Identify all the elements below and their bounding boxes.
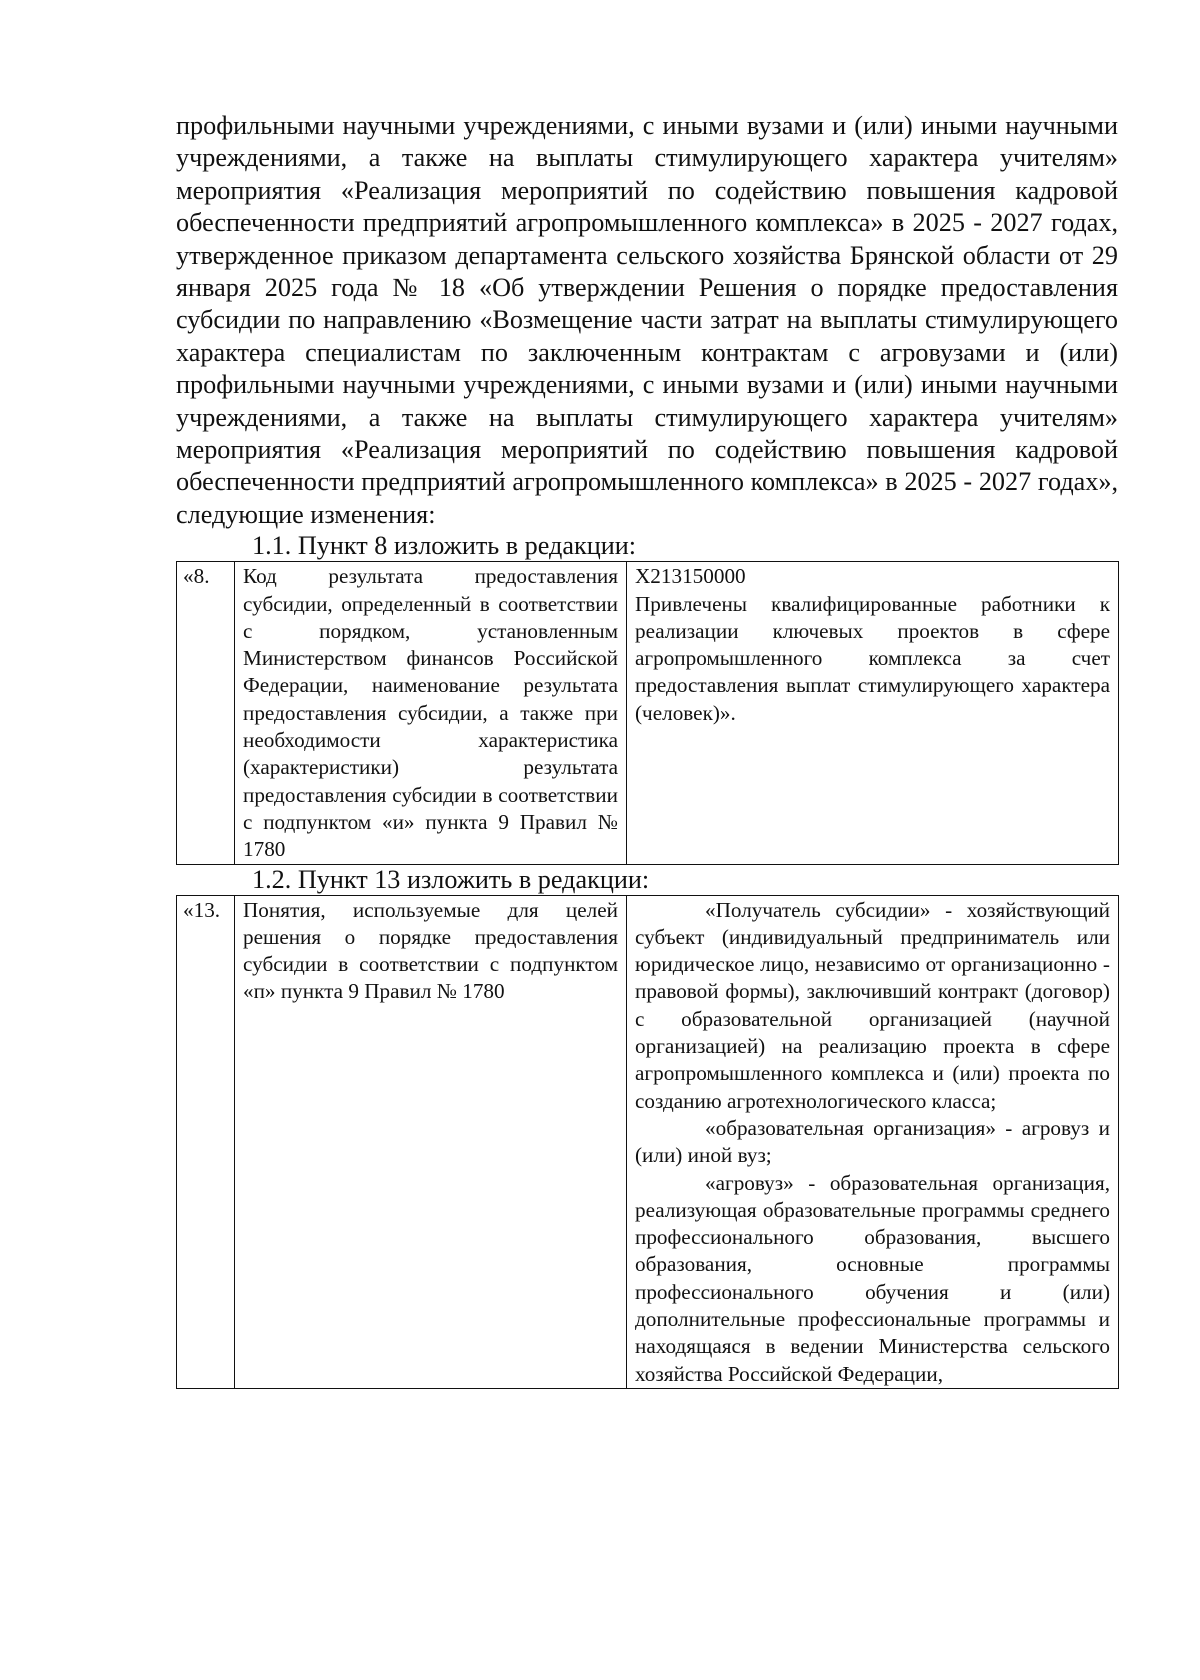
result-code: X213150000 [635, 564, 746, 589]
item-number: «8. [177, 562, 235, 864]
definition-recipient: «Получатель субсидии» - хозяйствующий субъект (индивидуальный предприниматель или юридическое лицо, независимо от организационно - правовой формы), заключивший контракт (договор) с образовательной организацией (научной организацией) на реализацию проекта в сфере агропромышленного комплекса и (или) проекта по созданию агротехнологического класса; [635, 897, 1110, 1113]
definition-educational-org: «образовательная организация» - агровуз и (или) иной вуз; [635, 1115, 1110, 1168]
item-number: «13. [177, 895, 235, 1388]
item-description: Понятия, используемые для целей решения о порядке предоставления субсидии в соответствии с подпунктом «п» пункта 9 Правил № 1780 [235, 895, 627, 1388]
definition-agrovuz: «агровуз» - образовательная организация, реализующая образовательные программы среднего профессионального образования, высшего образования, основные программы профессионального обучения и (или) дополнительные профессиональные программы и находящаяся в ведении Министерства сельского хозяйства Российской Федерации, [635, 1170, 1110, 1386]
definitions-cell [627, 895, 1119, 1388]
item-13-table [176, 895, 1119, 1389]
item-description: Код результата предоставления субсидии, определенный в соответствии с порядком, установленным Министерством финансов Российской Федерации, наименование результата предоставления субсидии, а также при необходимости характеристика (характеристики) результата предоставления субсидии в соответствии с подпунктом «и» пункта 9 Правил № 1780 [235, 562, 627, 864]
table-row [177, 562, 1119, 864]
table-row [177, 895, 1119, 1388]
document-page [176, 110, 1118, 1389]
intro-paragraph: профильными научными учреждениями, с иными вузами и (или) иными научными учреждениями, а также на выплаты стимулирующего характера учителям» мероприятия «Реализация мероприятий по содействию повышения кадровой обеспеченности предприятий агропромышленного комплекса» в 2025 - 2027 годах, утвержденное приказом департамента сельского хозяйства Брянской области от 29 января 2025 года № 18 «Об утверждении Решения о порядке предоставления субсидии по направлению «Возмещение части затрат на выплаты стимулирующего характера специалистам по заключенным контрактам с агровузами и (или) профильными научными учреждениями, с иными вузами и (или) иными научными учреждениями, а также на выплаты стимулирующего характера учителям» мероприятия «Реализация мероприятий по содействию повышения кадровой обеспеченности предприятий агропромышленного комплекса» в 2025 - 2027 годах», следующие изменения: [176, 111, 1118, 529]
item-8-table [176, 561, 1119, 864]
result-value: Привлечены квалифицированные работники к реализации ключевых проектов в сфере агропромышленного комплекса за счет предоставления выплат стимулирующего характера (человек)». [635, 591, 1110, 725]
item-1-2-heading: 1.2. Пункт 13 изложить в редакции: [252, 864, 650, 894]
item-value-cell [627, 562, 1119, 864]
item-1-1-heading: 1.1. Пункт 8 изложить в редакции: [252, 531, 637, 561]
